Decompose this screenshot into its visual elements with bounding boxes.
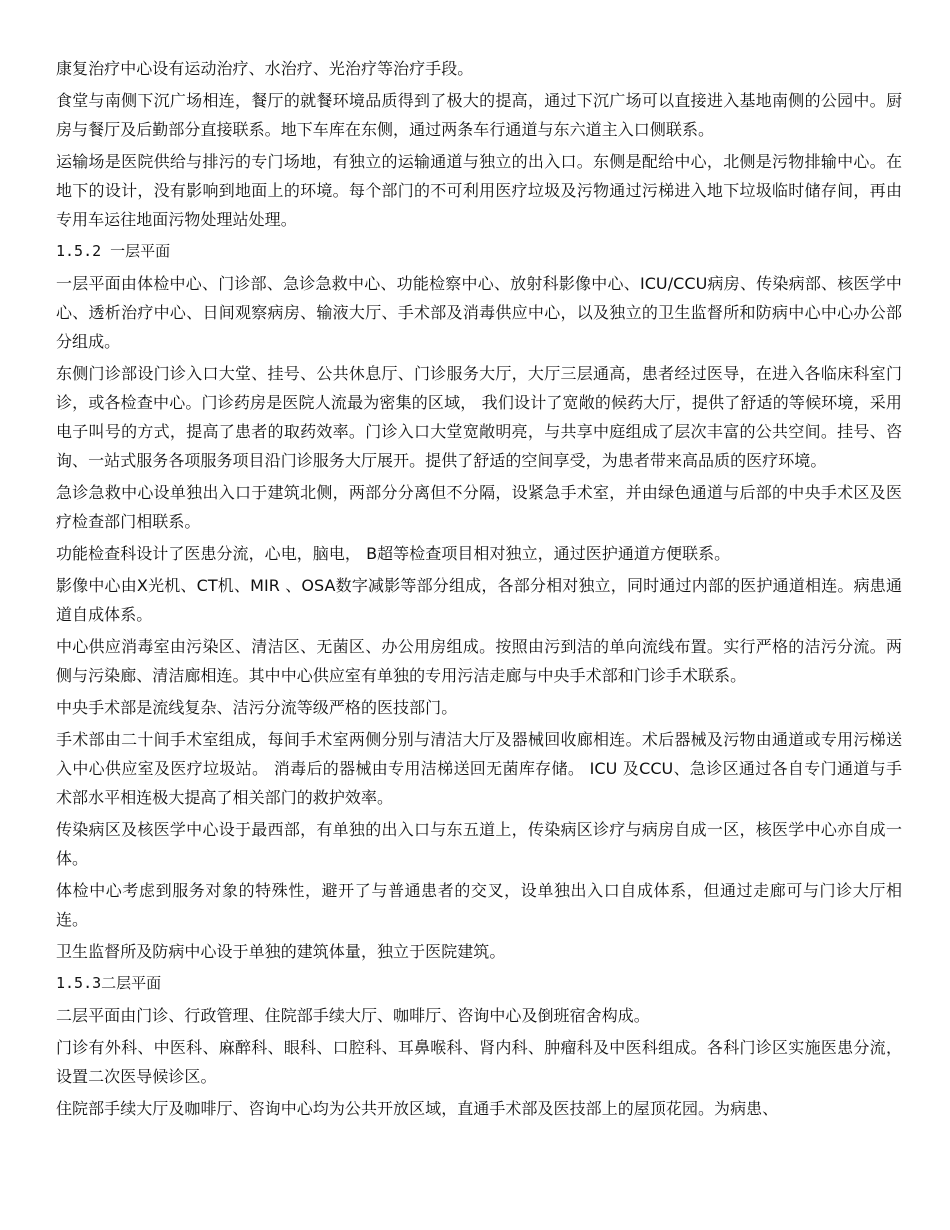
paragraph-infectious-ward: 传染病区及核医学中心设于最西部，有单独的出入口与东五道上，传染病区诊疗与病房自成一区，核医学中心亦自成一体。 (56, 820, 902, 868)
paragraph-function-exam: 功能检查科设计了医患分流，心电，脑电， B超等检查项目相对独立，通过医护通道方便联系。 (56, 544, 731, 563)
section-heading-1-5-3: 1.5.3二层平面 (56, 974, 162, 992)
paragraph-health-check: 体检中心考虑到服务对象的特殊性，避开了与普通患者的交叉，设单独出入口自成体系，但通过走廊可与门诊大厅相连。 (56, 881, 902, 929)
paragraph-outpatient-departments: 门诊有外科、中医科、麻醉科、眼科、口腔科、耳鼻喉科、肾内科、肿瘤科及中医科组成。各科门诊区实施医患分流，设置二次医导候诊区。 (56, 1038, 902, 1086)
paragraph-surgery-rooms: 手术部由二十间手术室组成，每间手术室两侧分别与清洁大厅及器械回收廊相连。术后器械及污物由通道或专用污梯送入中心供应室及医疗垃圾站。 消毒后的器械由专用洁梯送回无菌库存储。 ICU 及CCU、急诊区通过各自专门通道与手术部水平相连极大提高了相关部门的救护效率。 (56, 730, 902, 807)
paragraph-emergency-center: 急诊急救中心设单独出入口于建筑北侧，两部分分离但不分隔，设紧急手术室，并由绿色通道与后部的中央手术区及医疗检查部门相联系。 (56, 483, 902, 531)
paragraph-first-floor-overview: 一层平面由体检中心、门诊部、急诊急救中心、功能检察中心、放射科影像中心、ICU/CCU病房、传染病部、核医学中心、透析治疗中心、日间观察病房、输液大厅、手术部及消毒供应中心，以及独立的卫生监督所和防病中心中心办公部分组成。 (56, 274, 902, 351)
document-page (56, 54, 902, 1126)
paragraph-rehab-center: 康复治疗中心设有运动治疗、水治疗、光治疗等治疗手段。 (56, 59, 474, 78)
paragraph-health-supervision: 卫生监督所及防病中心设于单独的建筑体量，独立于医院建筑。 (56, 942, 506, 961)
paragraph-inpatient-hall: 住院部手续大厅及咖啡厅、咨询中心均为公共开放区域，直通手术部及医技部上的屋顶花园。为病患、 (56, 1099, 779, 1118)
paragraph-second-floor-overview: 二层平面由门诊、行政管理、住院部手续大厅、咖啡厅、咨询中心及倒班宿舍构成。 (56, 1006, 650, 1025)
paragraph-sterile-supply: 中心供应消毒室由污染区、清洁区、无菌区、办公用房组成。按照由污到洁的单向流线布置。实行严格的洁污分流。两侧与污染廊、清洁廊相连。其中中心供应室有单独的专用污洁走廊与中央手术部和门诊手术联系。 (56, 637, 902, 685)
paragraph-canteen: 食堂与南侧下沉广场相连，餐厅的就餐环境品质得到了极大的提高，通过下沉广场可以直接进入基地南侧的公园中。厨房与餐厅及后勤部分直接联系。地下车库在东侧，通过两条车行通道与东六道主入口侧联系。 (56, 91, 902, 139)
paragraph-imaging-center: 影像中心由X光机、CT机、MIR 、OSA数字减影等部分组成，各部分相对独立，同时通过内部的医护通道相连。病患通道自成体系。 (56, 576, 902, 624)
paragraph-outpatient-east: 东侧门诊部设门诊入口大堂、挂号、公共休息厅、门诊服务大厅，大厅三层通高，患者经过医导，在进入各临床科室门诊，或各检查中心。门诊药房是医院人流最为密集的区域， 我们设计了宽敞的候药大厅，提供了舒适的等候环境，采用电子叫号的方式，提高了患者的取药效率。门诊入口大堂宽敞明亮，与共享中庭组成了层次丰富的公共空间。挂号、咨询、一站式服务各项服务项目沿门诊服务大厅展开。提供了舒适的空间享受，为患者带来高品质的医疗环境。 (56, 364, 902, 470)
section-heading-1-5-2: 1.5.2 一层平面 (56, 242, 171, 260)
paragraph-central-surgery: 中央手术部是流线复杂、洁污分流等级严格的医技部门。 (56, 698, 458, 717)
paragraph-transport-yard: 运输场是医院供给与排污的专门场地，有独立的运输通道与独立的出入口。东侧是配给中心，北侧是污物排输中心。在地下的设计，没有影响到地面上的环境。每个部门的不可利用医疗垃圾及污物通过污梯进入地下垃圾临时储存间，再由专用车运往地面污物处理站处理。 (56, 152, 902, 229)
